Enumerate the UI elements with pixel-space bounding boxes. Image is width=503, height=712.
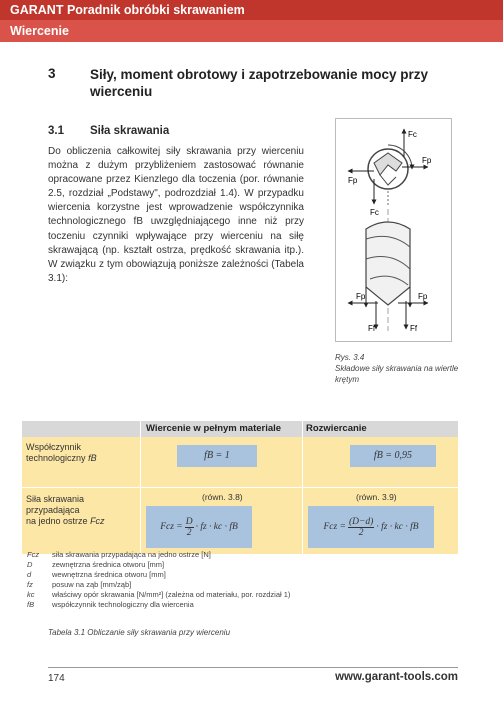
row1-label: Współczynnik technologiczny fB <box>26 442 97 463</box>
label-fc-top: Fc <box>408 130 417 139</box>
row2-label: Siła skrawania przypadająca na jedno ostrze Fcz <box>26 494 105 526</box>
page-number: 174 <box>48 673 65 684</box>
fb-value-full: fB = 1 <box>177 445 257 467</box>
label-fp-bottom-left: Fp <box>356 292 366 301</box>
subsection-number: 3.1 <box>48 125 64 137</box>
formula-table <box>22 421 458 538</box>
drill-force-figure <box>335 118 452 342</box>
label-fc-mid: Fc <box>370 208 379 217</box>
list-item: D zewnętrzna średnica otworu [mm] <box>27 560 165 569</box>
list-item: kc właściwy opór skrawania [N/mm²] (zależna od materiału, por. rozdział 1) <box>27 590 291 599</box>
col-header-reaming: Rozwiercanie <box>306 423 367 434</box>
drill-diagram <box>336 119 451 341</box>
section-bar <box>0 20 503 42</box>
subsection-title: Siła skrawania <box>90 125 170 137</box>
eq2-ref: (równ. 3.9) <box>356 492 397 502</box>
figure-caption-text: Składowe siły skrawania na wiertle krętym <box>335 364 459 384</box>
label-ff-left: Ff <box>368 324 376 333</box>
figure-caption <box>335 352 460 385</box>
table-caption: Tabela 3.1 Obliczanie siły skrawania przy wierceniu <box>48 628 231 637</box>
eq1-formula: Fcz = $\frac{D}{2}$ · fz · kc · fB <box>146 506 252 548</box>
label-fp-bottom-right: Fp <box>418 292 428 301</box>
table-row <box>22 437 458 487</box>
list-item: Fcz siła skrawania przypadająca na jedno ostrze [N] <box>27 550 211 559</box>
fb-value-reaming: fB = 0,95 <box>350 445 436 467</box>
footer-divider <box>48 667 458 668</box>
list-item: fB współczynnik technologiczny dla wiercenia <box>27 600 194 609</box>
eq2-formula: Fcz = $\frac{(D-d)}{2}$ · fz · kc · fB <box>308 506 434 548</box>
label-fp-left: Fp <box>348 176 358 185</box>
footer-url-link[interactable]: www.garant-tools.com <box>335 671 458 683</box>
label-ff-right: Ff <box>410 324 418 333</box>
chapter-number: 3 <box>48 66 56 81</box>
list-item: d wewnętrzna średnica otworu [mm] <box>27 570 166 579</box>
header-bar <box>0 0 503 20</box>
figure-caption-number: Rys. 3.4 <box>335 353 365 362</box>
body-paragraph: Do obliczenia całkowitej siły skrawania przy wierceniu można z dużym przybliżeniem zastosować równanie opracowane przez Kienzlego dla toczenia (por. równanie 2.5, rozdział „Podstawy", podrozdział 1.4). W przypadku wiercenia korzystne jest wprowadzenie współczynnika technologicznego fB uwzględniającego inne niż przy toczeniu czynniki wpływające przy wierceniu na siłę skrawającą (np. kształt ostrza, prędkość skrawania itp.). W związku z tym obowiązują poniższe zależności (Tabela 3.1): <box>48 146 304 284</box>
list-item: fz posuw na ząb [mm/ząb] <box>27 580 132 589</box>
col-header-full: Wiercenie w pełnym materiale <box>146 423 282 434</box>
header-title: GARANT Poradnik obróbki skrawaniem <box>10 3 245 17</box>
section-title: Wiercenie <box>10 24 69 38</box>
eq1-ref: (równ. 3.8) <box>202 492 243 502</box>
label-fp-right: Fp <box>422 156 432 165</box>
symbol-legend <box>22 550 442 610</box>
chapter-title: Siły, moment obrotowy i zapotrzebowanie mocy przy wierceniu <box>90 67 429 99</box>
table-header-row <box>22 421 458 437</box>
table-row <box>22 488 458 554</box>
